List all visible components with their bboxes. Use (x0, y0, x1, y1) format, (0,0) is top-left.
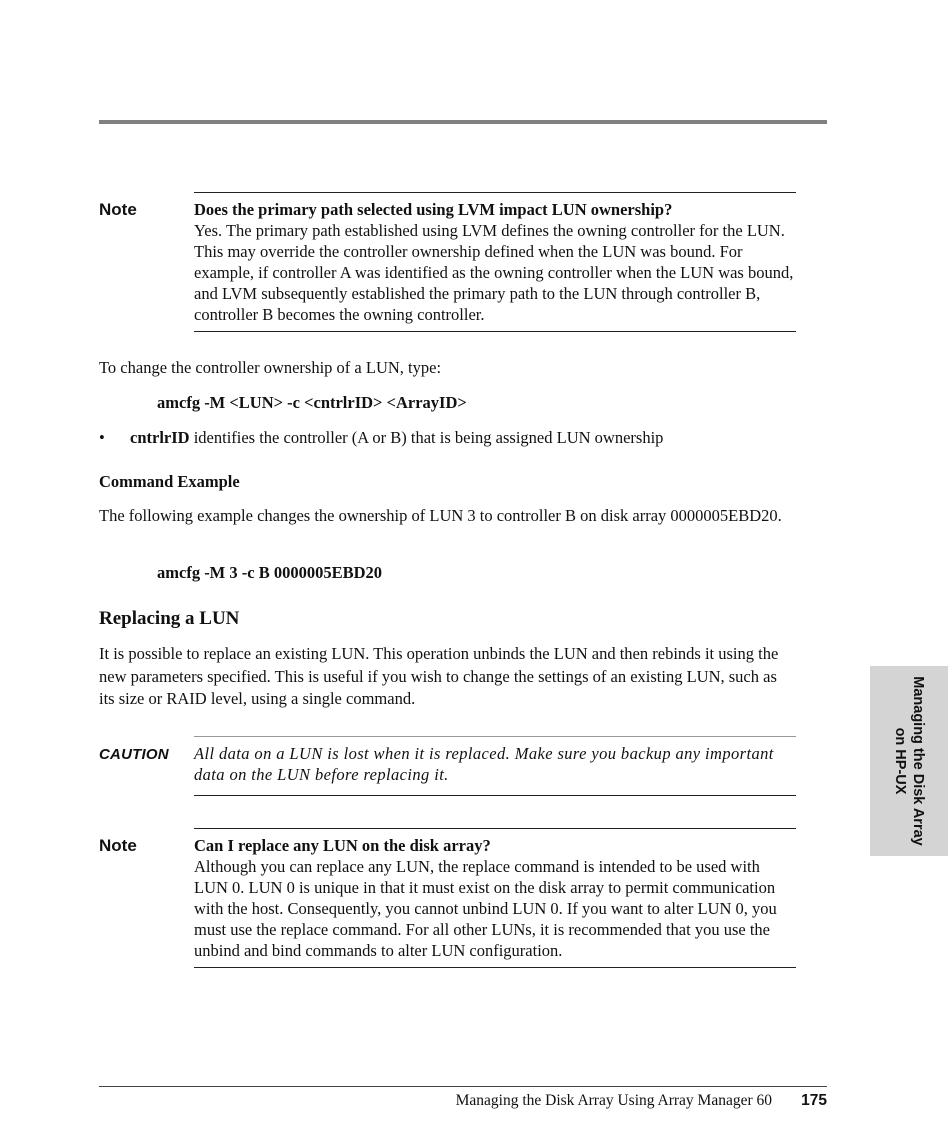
bullet-description: identifies the controller (A or B) that is being assigned LUN ownership (189, 428, 664, 447)
note-body (194, 192, 796, 332)
command-amcfg-example: amcfg -M 3 -c B 0000005EBD20 (157, 563, 383, 582)
command-example-text: The following example changes the ownership of LUN 3 to controller B on disk array 0000005EBD20. (99, 506, 782, 525)
note-question: Does the primary path selected using LVM impact LUN ownership? (194, 200, 673, 219)
bullet-text (130, 428, 663, 448)
note-answer: Yes. The primary path established using LVM defines the owning controller for the LUN. This may override the controller ownership defined when the LUN was bound. For example, if controller A was identified as the owning controller when the LUN was bound, and LVM subsequently established the primary path to the LUN through controller B, controller B becomes the owning controller. (194, 221, 794, 324)
note-block-replace-lun (99, 828, 796, 993)
note-answer: Although you can replace any LUN, the replace command is intended to be used with LUN 0. LUN 0 is unique in that it must exist on the disk array to permit communication with the host. Consequently, you cannot unbind LUN 0. If you want to alter LUN 0, you must use the replace command. For all other LUNs, it is recommended that you use the unbind and bind commands to alter LUN configuration. (194, 857, 777, 960)
note-body (194, 828, 796, 968)
note-block-lun-ownership (99, 192, 796, 337)
note-question: Can I replace any LUN on the disk array? (194, 836, 491, 855)
command-example-heading: Command Example (99, 472, 240, 491)
replacing-lun-text: It is possible to replace an existing LUN. This operation unbinds the LUN and then rebinds it using the new parameters specified. This is useful if you wish to change the settings of an existing LUN, such as its size or RAID level, using a single command. (99, 644, 779, 708)
bullet-term: cntrlrID (130, 428, 190, 447)
side-tab-line-2: on HP-UX (892, 727, 908, 795)
chapter-side-tab-text (891, 666, 927, 856)
bullet-symbol: • (99, 428, 105, 447)
header-rule (99, 120, 827, 124)
footer-rule (99, 1086, 827, 1087)
chapter-side-tab (870, 666, 948, 856)
section-title-replacing-lun: Replacing a LUN (99, 608, 240, 629)
side-tab-line-1: Managing the Disk Array (910, 676, 926, 846)
caution-label: CAUTION (99, 746, 169, 763)
page-number: 175 (801, 1092, 827, 1109)
note-label: Note (99, 200, 137, 219)
change-ownership-intro: To change the controller ownership of a LUN, type: (99, 358, 442, 377)
footer-title: Managing the Disk Array Using Array Manager 60 (455, 1092, 772, 1109)
caution-block (99, 736, 796, 794)
caution-text: All data on a LUN is lost when it is replaced. Make sure you backup any important data on the LUN before replacing it. (194, 736, 796, 796)
note-label: Note (99, 836, 137, 855)
command-amcfg-ownership: amcfg -M <LUN> -c <cntrlrID> <ArrayID> (157, 393, 467, 412)
